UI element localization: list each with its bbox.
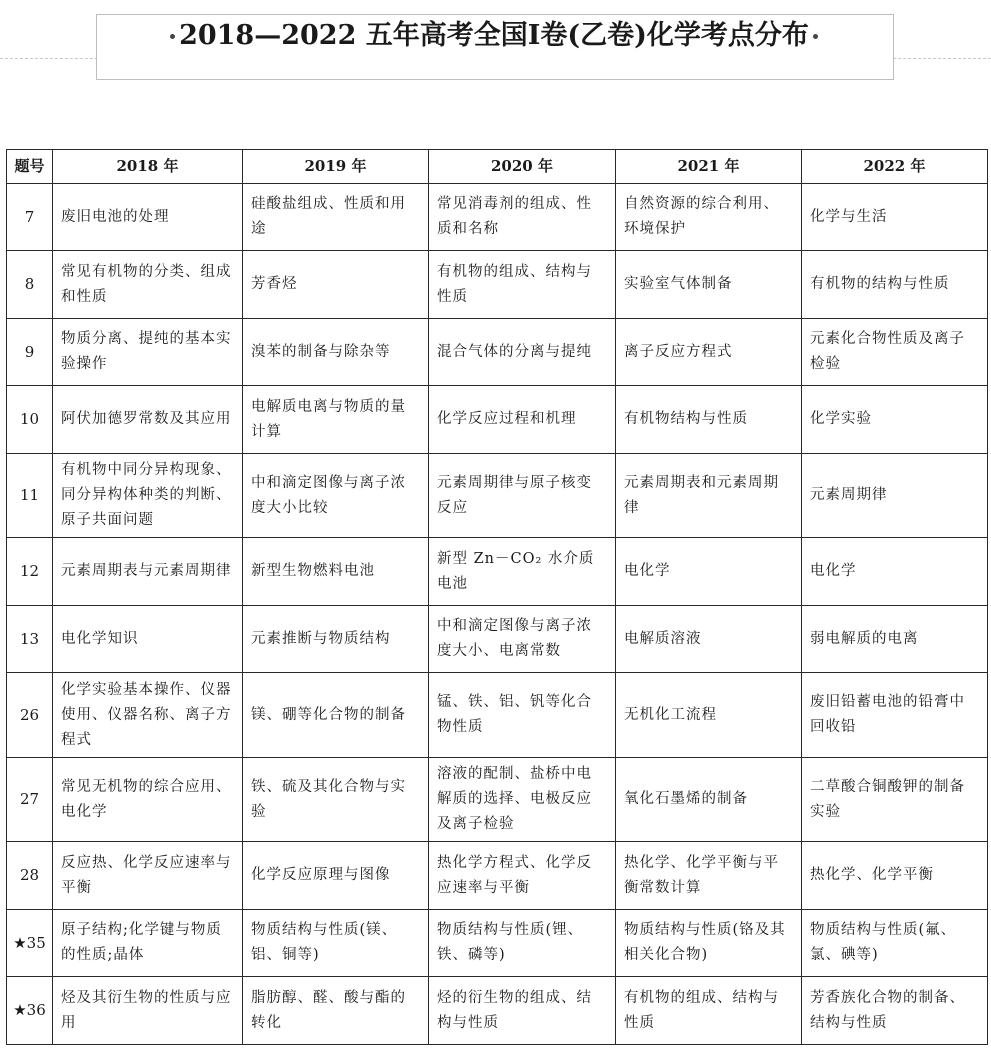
topic-cell-2022: 二草酸合铜酸钾的制备实验 (802, 758, 988, 842)
question-number: 8 (7, 251, 53, 319)
topic-cell-2021: 无机化工流程 (616, 673, 802, 758)
header-year-2022: 2022 年 (802, 150, 988, 184)
topic-cell-2020: 有机物的组成、结构与性质 (429, 251, 616, 319)
question-number: 12 (7, 538, 53, 606)
topic-cell-2019: 化学反应原理与图像 (243, 842, 429, 910)
table-row (7, 842, 988, 910)
header-year-2018: 2018 年 (53, 150, 243, 184)
topic-cell-2020: 物质结构与性质(锂、铁、磷等) (429, 910, 616, 977)
question-number: 7 (7, 184, 53, 251)
table-row (7, 454, 988, 538)
question-number: 28 (7, 842, 53, 910)
topic-cell-2018: 原子结构;化学键与物质的性质;晶体 (53, 910, 243, 977)
topic-cell-2018: 废旧电池的处理 (53, 184, 243, 251)
topic-cell-2019: 铁、硫及其化合物与实验 (243, 758, 429, 842)
topic-cell-2018: 物质分离、提纯的基本实验操作 (53, 319, 243, 386)
topic-cell-2021: 电化学 (616, 538, 802, 606)
topic-cell-2018: 电化学知识 (53, 606, 243, 673)
topic-cell-2022: 物质结构与性质(氟、氯、碘等) (802, 910, 988, 977)
table-row (7, 184, 988, 251)
topic-cell-2018: 常见有机物的分类、组成和性质 (53, 251, 243, 319)
topic-cell-2020: 化学反应过程和机理 (429, 386, 616, 454)
topic-cell-2021: 氧化石墨烯的制备 (616, 758, 802, 842)
question-number: 13 (7, 606, 53, 673)
question-number: 10 (7, 386, 53, 454)
table-row (7, 606, 988, 673)
topic-cell-2018: 元素周期表与元素周期律 (53, 538, 243, 606)
topic-cell-2022: 芳香族化合物的制备、结构与性质 (802, 977, 988, 1045)
topic-cell-2018: 烃及其衍生物的性质与应用 (53, 977, 243, 1045)
topic-cell-2021: 电解质溶液 (616, 606, 802, 673)
header-year-2020: 2020 年 (429, 150, 616, 184)
topic-cell-2020: 新型 Zn－CO₂ 水介质电池 (429, 538, 616, 606)
topic-cell-2020: 中和滴定图像与离子浓度大小、电离常数 (429, 606, 616, 673)
topic-cell-2019: 电解质电离与物质的量计算 (243, 386, 429, 454)
topic-cell-2021: 有机物的组成、结构与性质 (616, 977, 802, 1045)
table-header-row (7, 150, 988, 184)
topic-cell-2021: 元素周期表和元素周期律 (616, 454, 802, 538)
table-row (7, 910, 988, 977)
question-number: 27 (7, 758, 53, 842)
table-row (7, 758, 988, 842)
topic-cell-2019: 镁、硼等化合物的制备 (243, 673, 429, 758)
page-title: 2018—2022 五年高考全国Ⅰ卷(乙卷)化学考点分布 (179, 20, 809, 51)
topic-cell-2018: 常见无机物的综合应用、电化学 (53, 758, 243, 842)
title-dot-right (813, 34, 818, 39)
topic-cell-2020: 锰、铁、铝、钒等化合物性质 (429, 673, 616, 758)
table-row (7, 977, 988, 1045)
table-row (7, 538, 988, 606)
topic-cell-2018: 阿伏加德罗常数及其应用 (53, 386, 243, 454)
topic-cell-2020: 混合气体的分离与提纯 (429, 319, 616, 386)
title-dot-left (170, 34, 175, 39)
topic-cell-2019: 芳香烃 (243, 251, 429, 319)
table-row (7, 386, 988, 454)
topic-cell-2022: 元素周期律 (802, 454, 988, 538)
header-question-number: 题号 (7, 150, 53, 184)
topic-cell-2019: 物质结构与性质(镁、铝、铜等) (243, 910, 429, 977)
topic-cell-2021: 物质结构与性质(铬及其相关化合物) (616, 910, 802, 977)
topic-cell-2019: 中和滴定图像与离子浓度大小比较 (243, 454, 429, 538)
topic-cell-2022: 废旧铅蓄电池的铅膏中回收铅 (802, 673, 988, 758)
header-year-2021: 2021 年 (616, 150, 802, 184)
topic-cell-2019: 溴苯的制备与除杂等 (243, 319, 429, 386)
topic-cell-2022: 弱电解质的电离 (802, 606, 988, 673)
topic-cell-2020: 烃的衍生物的组成、结构与性质 (429, 977, 616, 1045)
topic-cell-2022: 化学与生活 (802, 184, 988, 251)
topic-cell-2022: 有机物的结构与性质 (802, 251, 988, 319)
table-row (7, 673, 988, 758)
topic-cell-2020: 热化学方程式、化学反应速率与平衡 (429, 842, 616, 910)
topic-cell-2018: 反应热、化学反应速率与平衡 (53, 842, 243, 910)
question-number: 9 (7, 319, 53, 386)
topic-cell-2019: 脂肪醇、醛、酸与酯的转化 (243, 977, 429, 1045)
exam-topic-table (6, 149, 988, 1045)
table-row (7, 319, 988, 386)
topic-cell-2021: 热化学、化学平衡与平衡常数计算 (616, 842, 802, 910)
page-title-container (96, 14, 892, 58)
topic-cell-2019: 元素推断与物质结构 (243, 606, 429, 673)
topic-cell-2022: 元素化合物性质及离子检验 (802, 319, 988, 386)
topic-cell-2021: 实验室气体制备 (616, 251, 802, 319)
table-row (7, 251, 988, 319)
topic-cell-2022: 电化学 (802, 538, 988, 606)
topic-cell-2019: 硅酸盐组成、性质和用途 (243, 184, 429, 251)
topic-cell-2019: 新型生物燃料电池 (243, 538, 429, 606)
topic-cell-2020: 溶液的配制、盐桥中电解质的选择、电极反应及离子检验 (429, 758, 616, 842)
question-number: 11 (7, 454, 53, 538)
topic-cell-2018: 有机物中同分异构现象、同分异构体种类的判断、原子共面问题 (53, 454, 243, 538)
topic-cell-2021: 自然资源的综合利用、环境保护 (616, 184, 802, 251)
topic-cell-2022: 化学实验 (802, 386, 988, 454)
question-number: ★36 (7, 977, 53, 1045)
topic-cell-2022: 热化学、化学平衡 (802, 842, 988, 910)
header-year-2019: 2019 年 (243, 150, 429, 184)
topic-cell-2021: 有机物结构与性质 (616, 386, 802, 454)
question-number: 26 (7, 673, 53, 758)
topic-cell-2020: 常见消毒剂的组成、性质和名称 (429, 184, 616, 251)
question-number: ★35 (7, 910, 53, 977)
topic-cell-2021: 离子反应方程式 (616, 319, 802, 386)
topic-cell-2018: 化学实验基本操作、仪器使用、仪器名称、离子方程式 (53, 673, 243, 758)
topic-cell-2020: 元素周期律与原子核变反应 (429, 454, 616, 538)
